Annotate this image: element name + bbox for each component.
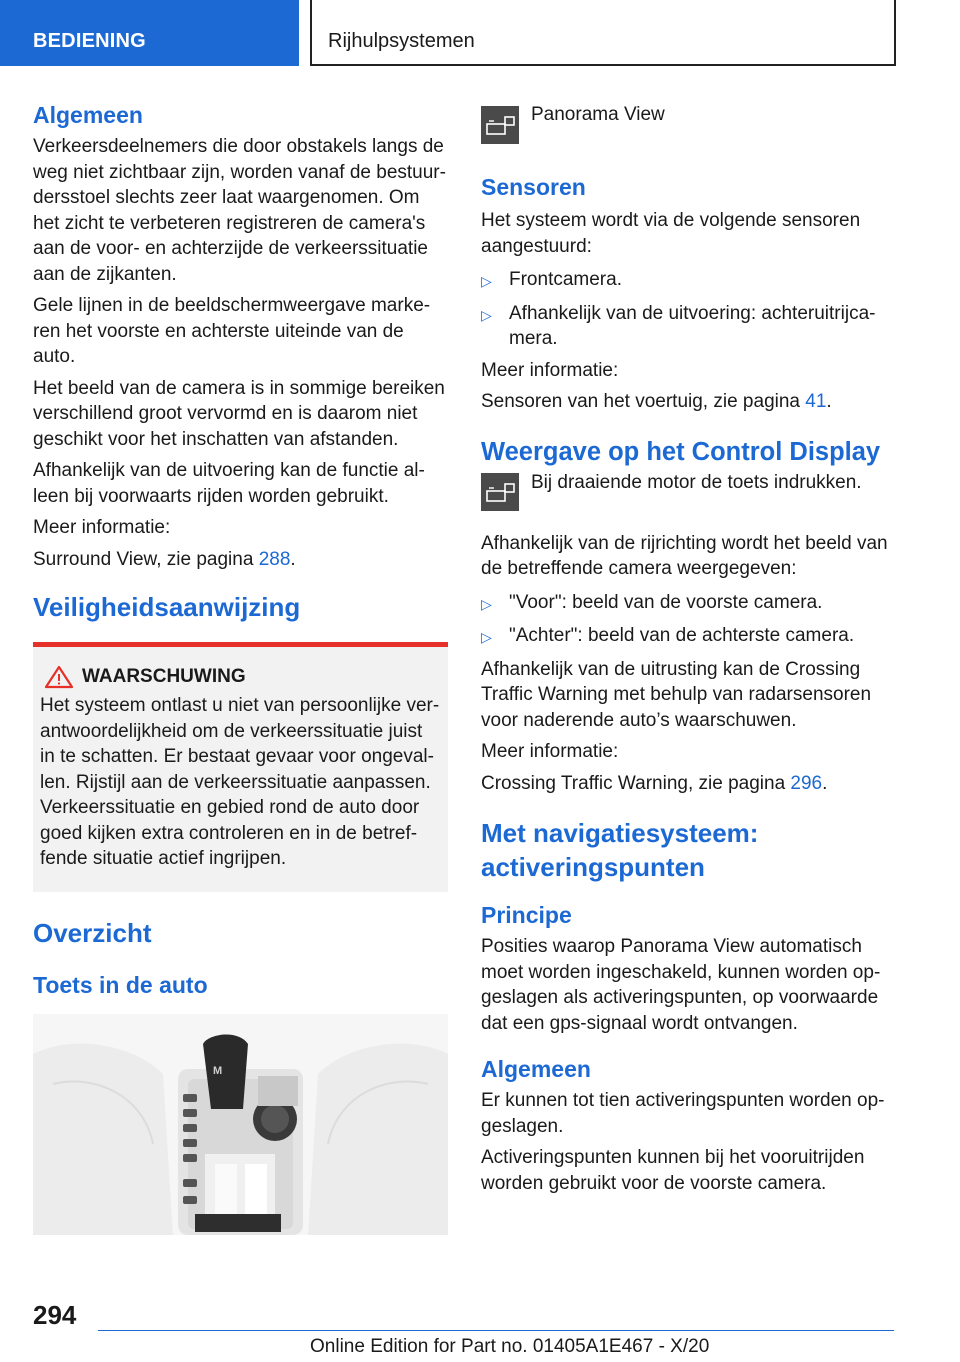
sensoren-heading: Sensoren xyxy=(481,174,586,200)
crossing-reference: Crossing Traffic Warning, zie pagina 296. xyxy=(481,772,828,794)
page-header xyxy=(0,0,960,66)
overzicht-heading: Overzicht xyxy=(33,917,152,948)
list-item: ▷ Afhankelijk van de uitvoering: achteruitrijcamera. xyxy=(481,301,893,352)
warning-box xyxy=(33,642,448,892)
page-link-288[interactable]: 288 xyxy=(258,548,291,570)
page-number: 294 xyxy=(33,1300,77,1330)
list-item: ▷ "Achter": beeld van de achterste camera. xyxy=(481,623,893,651)
principe-paragraph: Posities waarop Panorama View automatisch moet worden ingeschakeld, kunnen worden opgeslagen als activeringspunten, op voorwaarde dat een gps-signaal wordt ontvangen. xyxy=(481,936,881,1034)
algemeen-right-paragraph-1: Er kunnen tot tien activeringspunten worden opgeslagen. xyxy=(481,1090,885,1137)
list-item: ▷ "Voor": beeld van de voorste camera. xyxy=(481,590,893,618)
meer-info-label: Meer informatie: xyxy=(481,359,619,381)
algemeen-paragraph-3: Het beeld van de camera is in sommige bereiken verschillend groot vervormd en is daarom niet geschikt voor het inschatten van afstanden. xyxy=(33,377,445,450)
camera-button-icon xyxy=(481,473,519,511)
principe-heading: Principe xyxy=(481,902,572,928)
bullet-triangle-icon: ▷ xyxy=(481,306,492,323)
weergave-paragraph: Afhankelijk van de rijrichting wordt het beeld van de betreffende camera weergegeven: xyxy=(481,532,888,579)
footer-divider xyxy=(98,1330,894,1331)
page-link-41[interactable]: 41 xyxy=(805,391,827,412)
surround-view-reference: Surround View, zie pagina 288. xyxy=(33,548,296,570)
sensor-reference: Sensoren van het voertuig, zie pagina 41. xyxy=(481,391,832,412)
warning-triangle-icon xyxy=(44,665,74,689)
bullet-triangle-icon: ▷ xyxy=(481,273,492,289)
edition-text: Online Edition for Part no. 01405A1E467 - X/20 xyxy=(310,1336,710,1357)
algemeen-right-paragraph-2: Activeringspunten kunnen bij het vooruitrijden worden gebruikt voor de voorste camera. xyxy=(481,1147,865,1194)
weergave-heading: Weergave op het Control Display xyxy=(481,437,881,466)
toets-heading: Toets in de auto xyxy=(33,971,208,998)
algemeen-paragraph-2: Gele lijnen in de beeldschermweergave markeren het voorste en achterste uiteinde van de auto. xyxy=(33,295,431,367)
m-logo: M xyxy=(213,1064,223,1077)
left-column xyxy=(33,100,448,1235)
page-link-296[interactable]: 296 xyxy=(790,772,823,794)
warning-text: Het systeem ontlast u niet van persoonlijke verantwoordelijkheid om de verkeerssituatie juist in te schatten. Er bestaat gevaar voor ongevallen. Rijstijl aan de verkeerssituatie aanpassen. Verkeerssituatie en gebied rond de auto door goed kijken extra controleren en in de betreffende situatie actief ingrijpen. xyxy=(40,695,440,869)
navigatie-heading: Met navigatiesysteem: activeringspunten xyxy=(481,818,759,882)
section-tab xyxy=(0,0,299,66)
right-column xyxy=(481,106,893,1196)
bullet-triangle-icon: ▷ xyxy=(481,629,492,645)
meer-info-label: Meer informatie: xyxy=(33,517,171,538)
veiligheid-heading: Veiligheidsaanwijzing xyxy=(33,592,301,622)
panorama-view-row xyxy=(481,106,893,144)
section-label: BEDIENING xyxy=(33,30,146,52)
chapter-tab xyxy=(310,0,896,66)
crossing-paragraph: Afhankelijk van de uitrusting kan de Crossing Traffic Warning met behulp van radarsensoren voor naderende auto’s waarschuwen. xyxy=(481,658,872,731)
panorama-view-label: Panorama View xyxy=(531,104,665,125)
weergave-button-row xyxy=(481,473,893,511)
algemeen-heading-right: Algemeen xyxy=(481,1056,591,1082)
panorama-view-camera-icon xyxy=(481,106,519,144)
bullet-triangle-icon: ▷ xyxy=(481,595,492,612)
sensoren-paragraph: Het systeem wordt via de volgende sensoren aangestuurd: xyxy=(481,210,861,257)
center-console-image xyxy=(33,1014,448,1235)
weergave-instruction: Bij draaiende motor de toets indrukken. xyxy=(531,471,862,493)
list-item: ▷ Frontcamera. xyxy=(481,267,893,295)
algemeen-paragraph-4: Afhankelijk van de uitvoering kan de functie alleen bij voorwaarts rijden worden gebruikt. xyxy=(33,460,425,507)
chapter-label: Rijhulpsystemen xyxy=(328,30,475,52)
warning-label: WAARSCHUWING xyxy=(82,666,246,687)
meer-info-label-2: Meer informatie: xyxy=(481,741,619,762)
algemeen-paragraph-1: Verkeersdeelnemers die door obstakels langs de weg niet zichtbaar zijn, worden vanaf de bestuurdersstoel slechts zeer laat waargenomen. Om het zicht te verbeteren registreren de camera's aan de voor- en achterzijde de verkeerssituatie aan de zijkanten. xyxy=(33,136,446,285)
algemeen-heading: Algemeen xyxy=(33,102,143,128)
